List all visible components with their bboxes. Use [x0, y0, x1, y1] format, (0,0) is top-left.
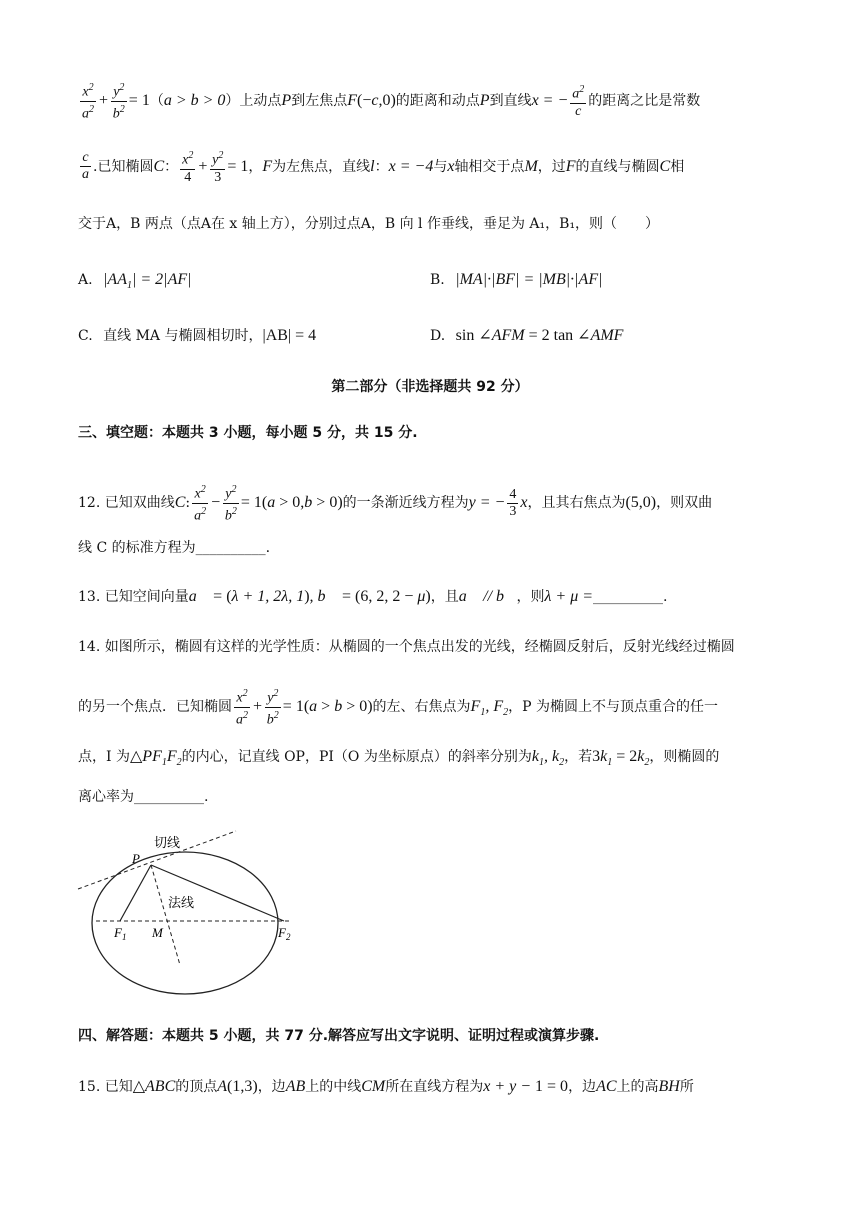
q11-text-i: 为左焦点，直线: [272, 158, 371, 175]
fraction-a2-c: $\frac{a^2}{c}$: [572, 84, 585, 119]
q12-text-d: ，则双曲: [656, 495, 713, 512]
q13-number: 13.: [78, 589, 101, 605]
q11-text-g: .已知椭圆: [93, 158, 154, 175]
option-d-label: D.: [430, 328, 446, 344]
q15-text-a: 已知: [104, 1079, 133, 1095]
q15-text-f: ，边: [568, 1079, 597, 1095]
option-d: D. sin ∠AFM = 2 tan ∠AMF: [430, 327, 624, 344]
q15-text-h: 所: [679, 1079, 694, 1095]
q14-text-2a: 的另一个焦点．已知椭圆: [78, 699, 232, 716]
q12-text-a: 已知双曲线: [104, 495, 175, 512]
q13-text-b: ，且: [430, 589, 459, 605]
q14-line-1: [78, 636, 782, 658]
section-four-title: 四、解答题：本题共 5 小题，共 77 分.解答应写出文字说明、证明过程或演算步骤.: [78, 1028, 600, 1044]
q14-text-2b: 的左、右焦点为: [372, 699, 471, 716]
q11-text-a: （: [149, 93, 164, 110]
option-c-text: 直线 MA 与椭圆相切时，: [103, 328, 263, 344]
q12-number: 12.: [78, 495, 101, 512]
fraction-x2-a2-hyperbola: $\frac{x^2}{a^2}$: [194, 484, 207, 524]
q11-text-h: ，: [248, 158, 263, 175]
q14-number: 14.: [78, 639, 101, 655]
section-three-title: 三、填空题：本题共 3 小题，每小题 5 分，共 15 分.: [78, 425, 418, 441]
q15-number: 15.: [78, 1079, 101, 1095]
part-two-title: 第二部分（非选择题共 92 分）: [331, 379, 529, 395]
q12-text-b: 的一条渐近线方程为: [342, 495, 469, 512]
q14-text-3a: 点，I 为: [78, 749, 130, 765]
q11-line-3: 交于A，B 两点（点A在 x 轴上方），分别过点A，B 向 l 作垂线，垂足为 A₁，B₁，则（ ）: [78, 216, 660, 232]
q14-text-3b: 的内心，记直线 OP，PI（O 为坐标原点）的斜率分别为: [181, 749, 532, 765]
fraction-y2-b2-hyperbola: $\frac{y^2}{b^2}$: [224, 484, 237, 524]
focus-f1-label: $F_1$: [114, 925, 127, 942]
q11-text-f: 的距离之比是常数: [588, 93, 701, 110]
fraction-c-a: $\frac{c}{a}$: [82, 150, 89, 183]
fraction-4-3: $\frac{4}{3}$: [509, 486, 517, 519]
normal-label: 法线: [168, 896, 195, 911]
q15-line: 15. 已知△ABC的顶点A(1,3)，边AB上的中线CM所在直线方程为x + y − 1 = 0，边AC上的高BH所: [78, 1078, 694, 1095]
q11-condition: a > b > 0: [163, 92, 226, 110]
q11-text-k: 轴相交于点: [454, 158, 525, 175]
focus-f2-label: $F_2$: [278, 925, 291, 942]
q15-text-d: 上的中线: [305, 1079, 362, 1095]
option-b: B. |MA|·|BF| = |MB|·|AF|: [430, 271, 603, 288]
fraction-y2-b2-q14: $\frac{y^2}{b^2}$: [266, 688, 279, 728]
normal-line: [151, 865, 180, 965]
ellipse-optics-figure: [74, 825, 291, 1000]
option-a-label: A.: [78, 272, 93, 288]
q11-text-m: 的直线与椭圆: [575, 158, 660, 175]
q15-text-g: 上的高: [616, 1079, 659, 1095]
q11-text-n: 相: [670, 158, 685, 175]
fraction-x2-a2-q14: $\frac{x^2}{a^2}$: [236, 688, 248, 728]
segment-pf1: [120, 865, 151, 921]
q13-blank: __________.: [593, 589, 668, 605]
q14-text-3d: ，则椭圆的: [649, 749, 720, 765]
option-a: A. $|AA_1| = 2|AF|$: [78, 271, 192, 292]
option-b-label: B.: [430, 272, 445, 288]
q14-text-3c: ，若: [564, 749, 593, 765]
q14-line-2: 的另一个焦点．已知椭圆 $\frac{x^2}{a^2}$ + $\frac{y^2}{b^2}$ = 1(a > b > 0)的左、右焦点为$F_1$, $F_2$，P 为椭圆上不与顶点重合的任一: [78, 688, 718, 728]
q14-text-2c: ，P 为椭圆上不与顶点重合的任一: [508, 699, 718, 716]
q11-text-d: 的距离和动点: [395, 93, 480, 110]
q13-text-c: ，则: [516, 589, 545, 605]
q15-text-e: 所在直线方程为: [385, 1079, 484, 1095]
q15-text-b: 的顶点: [175, 1079, 218, 1095]
q11-line-1: $\frac{x^2}{a^2}$ + $\frac{y^2}{b^2}$ = 1（a > b > 0）上动点P到左焦点F(−c,0)的距离和动点P到直线x = − $\frac{a^2}{c}$ 的距离之比是常数: [82, 82, 701, 122]
q11-text-j: 与: [433, 158, 448, 175]
q13-text-a: 已知空间向量: [104, 589, 189, 605]
q12-text-c: ，且其右焦点为: [527, 495, 626, 512]
q15-text-c: ，边: [257, 1079, 286, 1095]
tangent-label: 切线: [154, 836, 181, 851]
q11-text-e: 到直线: [489, 93, 532, 110]
q11-text-l: ，过: [537, 158, 566, 175]
option-c: C. 直线 MA 与椭圆相切时，|AB| = 4: [78, 327, 317, 344]
fraction-y2-b2: $\frac{y^2}{b^2}$: [112, 82, 125, 122]
point-p-label: P: [132, 851, 140, 866]
fraction-x2-4: $\frac{x^2}{4}$: [182, 150, 194, 185]
q12-line-2: 线 C 的标准方程为__________.: [78, 540, 271, 556]
point-m-label: M: [152, 925, 163, 940]
q11-line-2: $\frac{c}{a}$ .已知椭圆C： $\frac{x^2}{4}$ + $\frac{y^2}{3}$ = 1，F为左焦点，直线l：x = −4与x轴相交于点M，过F的直线与椭圆C相: [82, 150, 685, 185]
q11-text-b: ）上动点: [225, 93, 282, 110]
q14-line-3: 点，I 为$\triangle PF_1F_2$的内心，记直线 OP，PI（O 为坐标原点）的斜率分别为$k_1$, $k_2$，若$3k_1 = 2k_2$，则椭圆的: [78, 748, 720, 769]
fraction-x2-a2: $\frac{x^2}{a^2}$: [82, 82, 94, 122]
q12-line-1: 12. 已知双曲线C: $\frac{x^2}{a^2}$ − $\frac{y^2}{b^2}$ = 1(a > 0,b > 0)的一条渐近线方程为y = − $\frac{4}{3}$ x，且其右焦点为(5,0)，则双曲: [78, 484, 713, 524]
q13-line: 13. 已知空间向量a⃗ = (λ + 1, 2λ, 1), b⃗ = (6, 2, 2 − μ)，且a⃗ // b⃗，则λ + μ =__________.: [78, 588, 668, 605]
fraction-y2-3: $\frac{y^2}{3}$: [212, 150, 224, 185]
option-c-label: C.: [78, 328, 93, 344]
q14-line-4: 离心率为__________.: [78, 789, 209, 805]
q11-text-c: 到左焦点: [291, 93, 348, 110]
q14-text-1: 如图所示，椭圆有这样的光学性质：从椭圆的一个焦点出发的光线，经椭圆反射后，反射光线经过椭圆: [104, 639, 735, 655]
segment-pf2: [151, 865, 284, 921]
